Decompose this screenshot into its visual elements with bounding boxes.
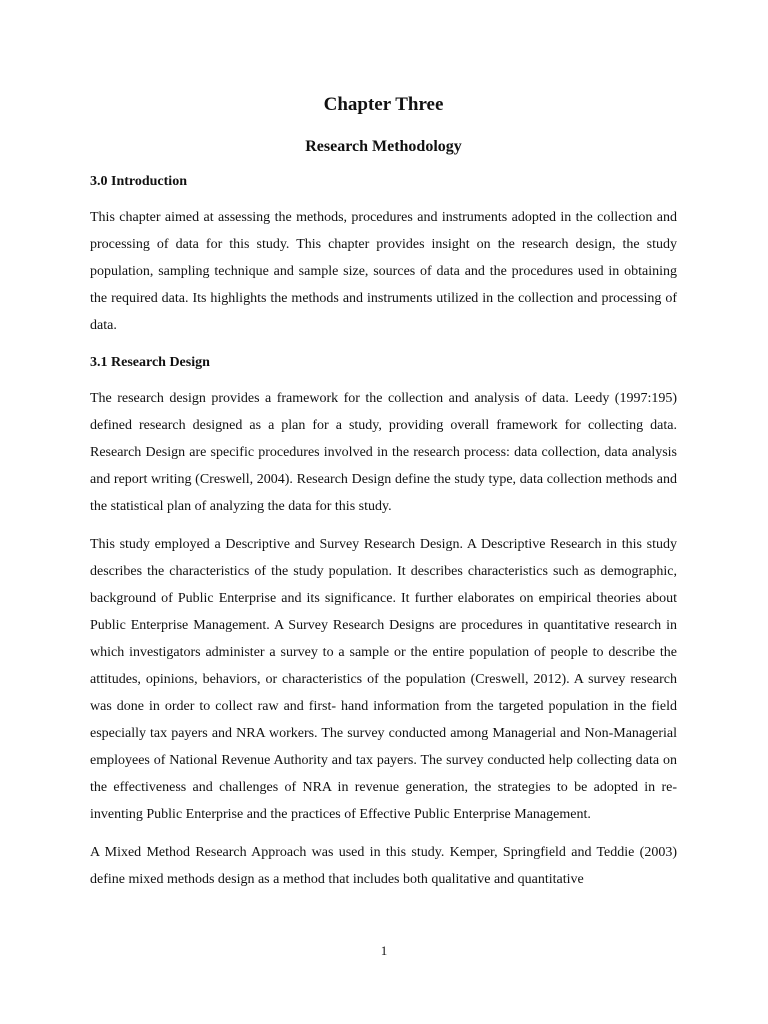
paragraph-research-design-3: A Mixed Method Research Approach was used in this study. Kemper, Springfield and Teddie (2003) define mixed methods design as a method that includes both qualitative and quantitative: [90, 845, 677, 887]
page-content: [90, 92, 677, 893]
page-number: 1: [380, 943, 388, 958]
section-heading-research-design: 3.1 Research Design: [90, 355, 210, 370]
chapter-subtitle: Research Methodology: [305, 138, 462, 155]
section-heading-introduction: 3.0 Introduction: [90, 174, 187, 189]
chapter-title: Chapter Three: [323, 94, 444, 115]
paragraph-introduction: This chapter aimed at assessing the methods, procedures and instruments adopted in the collection and processing of data for this study. This chapter provides insight on the research design, the study population, sampling technique and sample size, sources of data and the procedures used in obtaining the required data. Its highlights the methods and instruments utilized in the collection and processing of data.: [90, 210, 677, 333]
paragraph-research-design-1: The research design provides a framework for the collection and analysis of data. Leedy (1997:195) defined research designed as a plan for a study, providing overall framework for collecting data. Research Design are specific procedures involved in the research process: data collection, data analysis and report writing (Creswell, 2004). Research Design define the study type, data collection methods and the statistical plan of analyzing the data for this study.: [90, 391, 677, 514]
paragraph-research-design-2: This study employed a Descriptive and Survey Research Design. A Descriptive Research in this study describes the characteristics of the study population. It describes characteristics such as demographic, background of Public Enterprise and its significance. It further elaborates on empirical theories about Public Enterprise Management. A Survey Research Designs are procedures in quantitative research in which investigators administer a survey to a sample or the entire population of people to describe the attitudes, opinions, behaviors, or characteristics of the population (Creswell, 2012). A survey research was done in order to collect raw and first- hand information from the targeted population in the field especially tax payers and NRA workers. The survey conducted among Managerial and Non-Managerial employees of National Revenue Authority and tax payers. The survey conducted help collecting data on the effectiveness and challenges of NRA in revenue generation, the strategies to be adopted in re-inventing Public Enterprise and the practices of Effective Public Enterprise Management.: [90, 537, 677, 822]
